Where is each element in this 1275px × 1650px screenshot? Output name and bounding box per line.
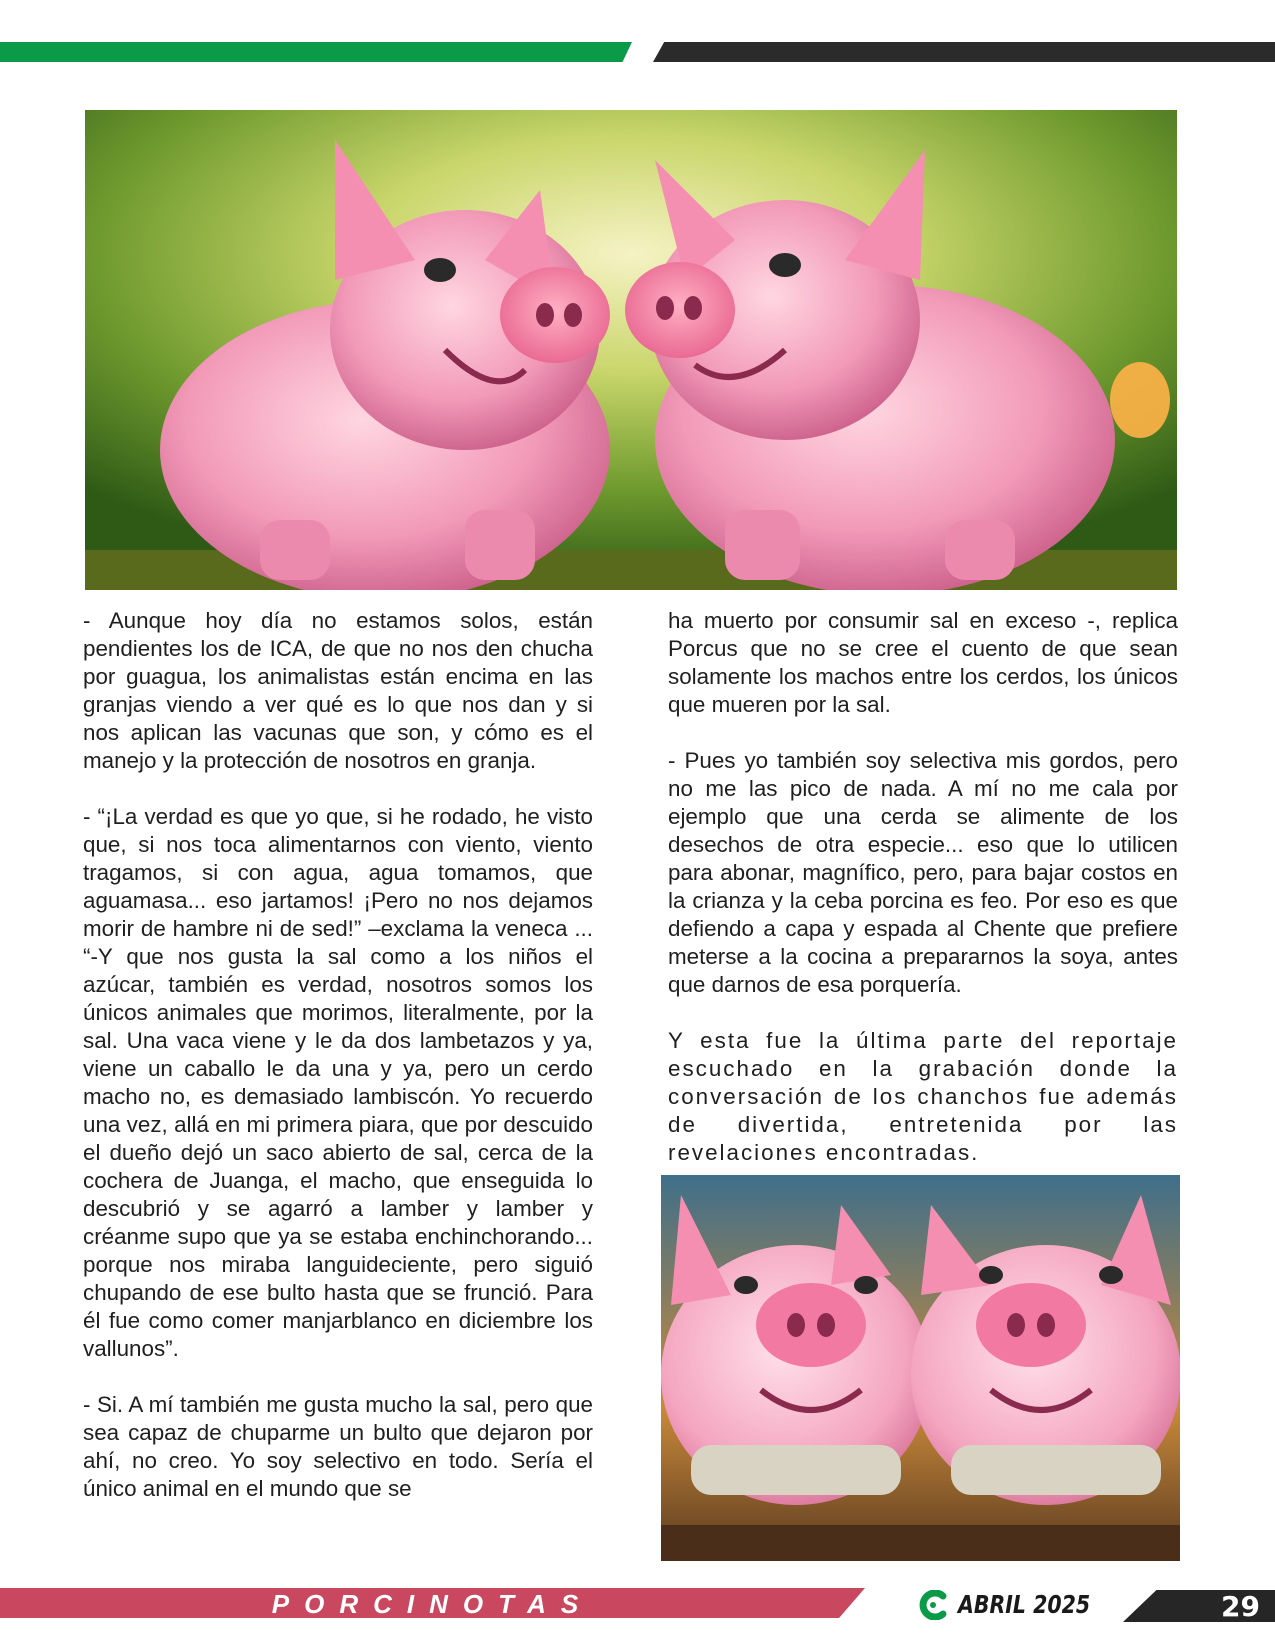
paragraph: Y esta fue la última parte del reportaje escuchado en la grabación donde la conversación de los chanchos fue además de divertida, entretenida por las revelaciones encontradas. <box>668 1028 1178 1165</box>
paragraph: - Aunque hoy día no estamos solos, están pendientes los de ICA, de que no nos den chucha por guagua, los animalistas están encima en las granjas viendo a ver qué es lo que nos dan y si nos aplican las vacunas que son, y cómo es el manejo y la protección de nosotros en granja. <box>83 608 593 773</box>
paragraph: - “¡La verdad es que yo que, si he rodado, he visto que, si nos toca alimentarnos con viento, viento tragamos, si con agua, agua tomamos, que aguamasa... eso jartamos! ¡Pero no nos dejamos morir de hambre ni de sed!” –exclama la veneca ... “-Y que nos gusta la sal como a los niños el azúcar, también es verdad, nosotros somos los únicos animales que morimos, literalmente, por la sal. Una vaca viene y le da dos lambetazos y ya, viene un caballo le da una y ya, pero un cerdo macho no, es demasiado lambiscón. Yo recuerdo una vez, allá en mi primera piara, que por descuido el dueño dejó un saco abierto de sal, cerca de la cochera de Juanga, el macho, que enseguida lo descubrió y se agarró a lamber y lamber y créanme supo que ya se estaba enchinchorando... porque nos miraba languideciente, pero siguió chupando de ese bulto hasta que se frunció. Para él fue como comer manjarblanco en diciembre los vallunos”. <box>83 804 593 1361</box>
hero-illustration-two-pigs <box>85 110 1177 590</box>
paragraph: - Pues yo también soy selectiva mis gordos, pero no me las pico de nada. A mí no me cala por ejemplo que una cerda se alimente de los desechos de otra especie... eso que lo utilicen para abonar, magnífico, pero, para bajar costos en la crianza y la ceba porcina es feo. Por eso es que defiendo a capa y espada al Chente que prefiere meterse a la cocina a prepararnos la soya, antes que darnos de esa porquería. <box>668 748 1178 997</box>
c-brand-logo-icon <box>916 1590 950 1620</box>
page-number: 29 <box>1221 1590 1260 1623</box>
issue-date: ABRIL 2025 <box>958 1590 1091 1619</box>
paragraph: ha muerto por consumir sal en exceso -, replica Porcus que no se cree el cuento de que sean solamente los machos entre los cerdos, los únicos que mueren por la sal. <box>668 608 1178 717</box>
footer-section-title: PORCINOTAS <box>271 1589 594 1619</box>
paragraph: - Si. A mí también me gusta mucho la sal, pero que sea capaz de chuparme un bulto que dejaron por ahí, no creo. Yo soy selectivo en todo. Sería el único animal en el mundo que se <box>83 1392 593 1501</box>
article-column-right <box>668 607 1178 1167</box>
top-green-bar <box>0 42 632 62</box>
article-column-left <box>83 607 593 1503</box>
bottom-illustration-smiling-pigs <box>661 1175 1180 1561</box>
top-dark-bar <box>653 42 1275 62</box>
